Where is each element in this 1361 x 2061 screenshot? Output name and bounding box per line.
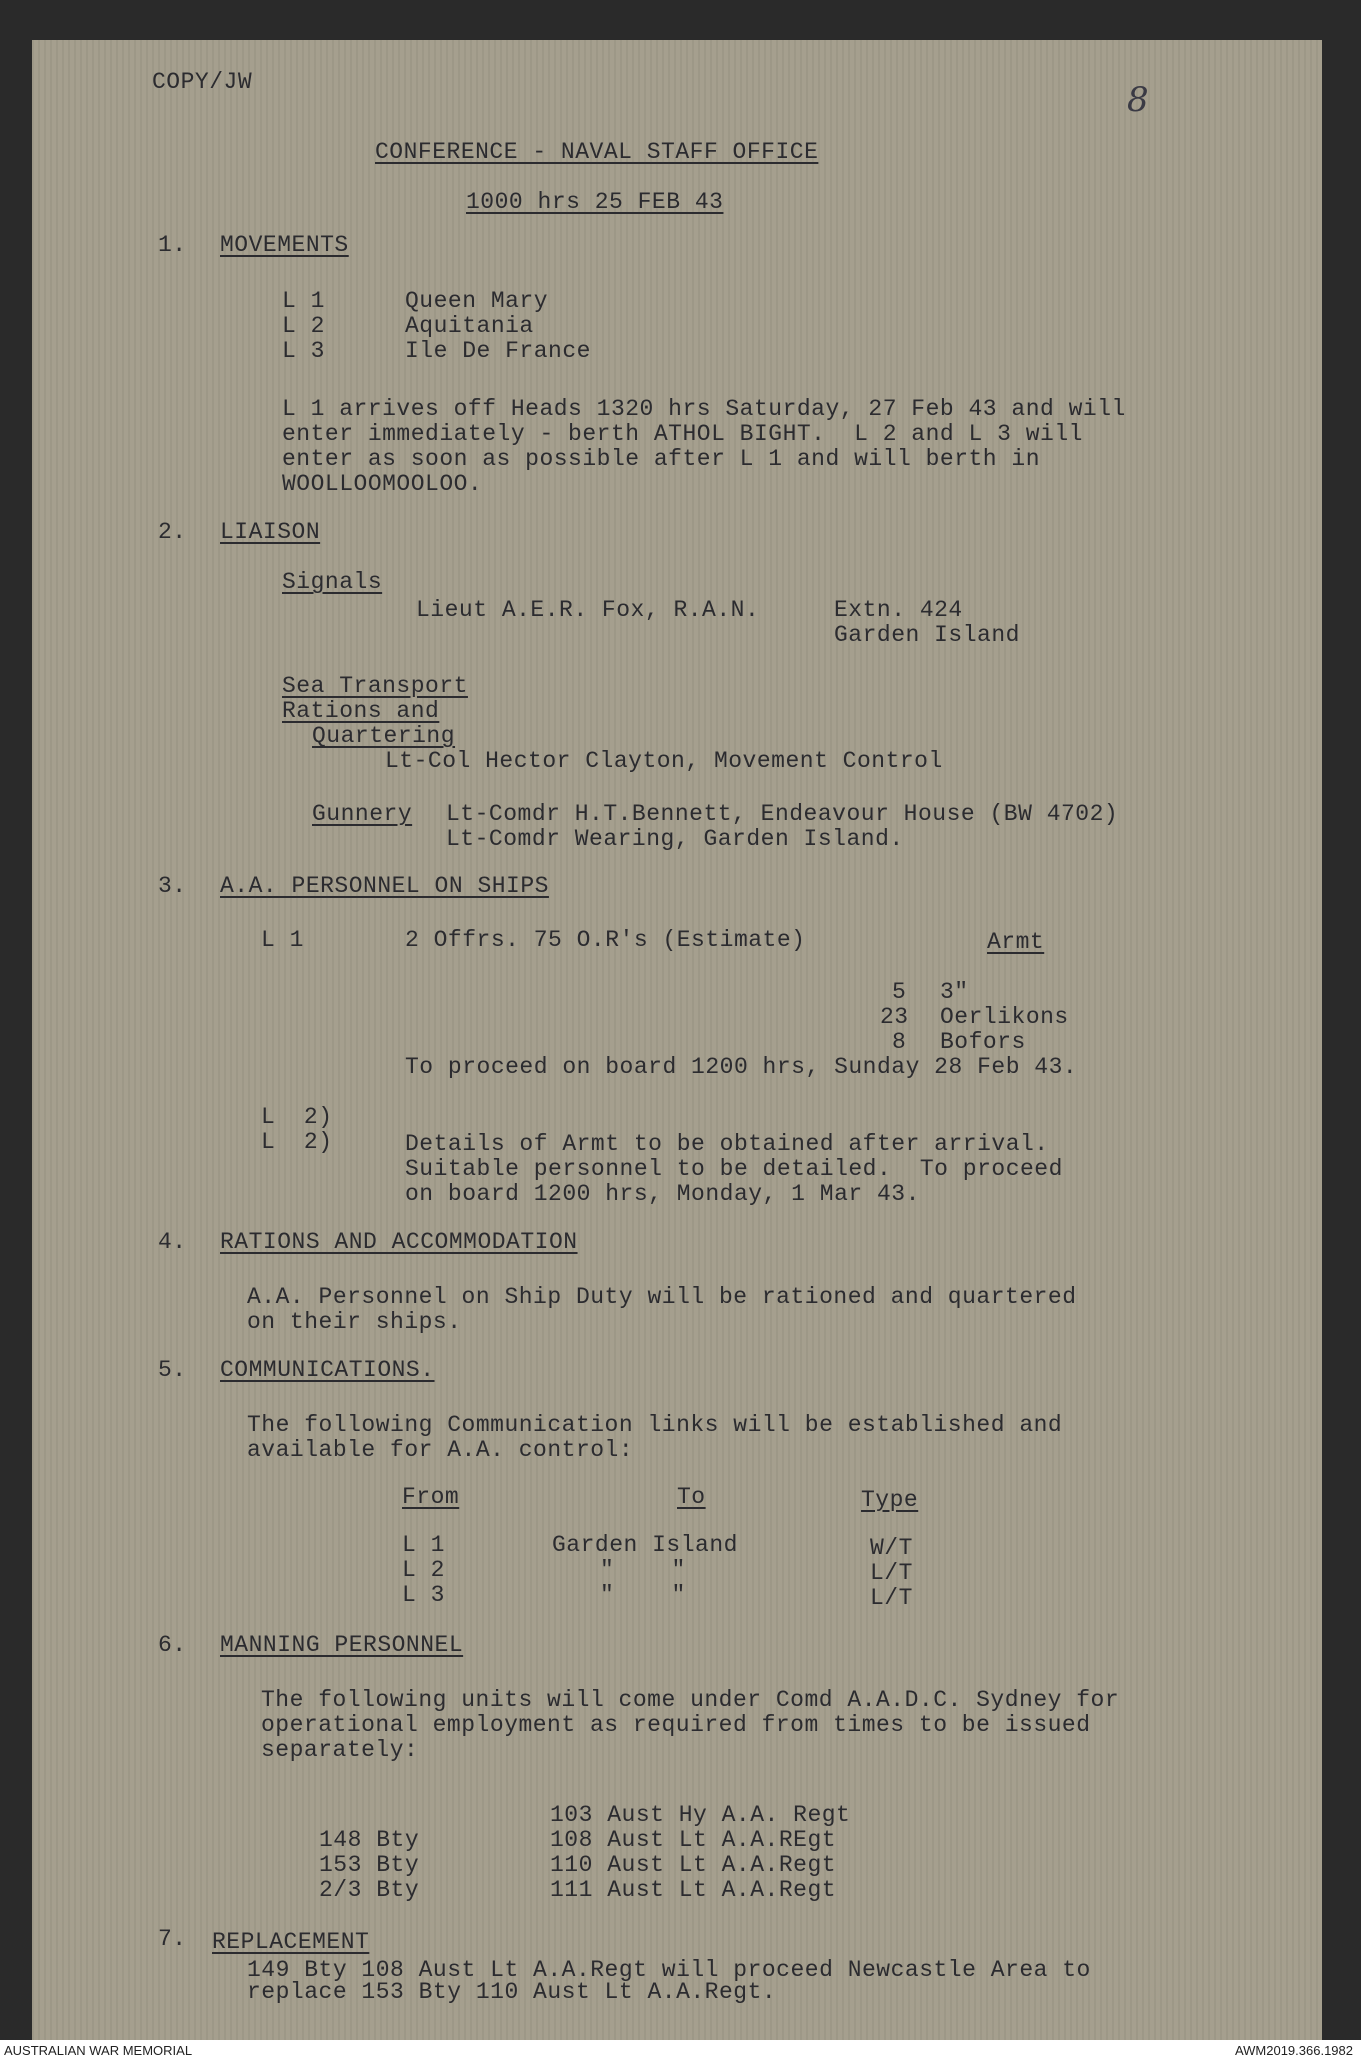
armament-qty: 5 (892, 979, 907, 1005)
ship-id: L 3 (282, 338, 325, 364)
regiment-name: 110 Aust Lt A.A.Regt (550, 1852, 837, 1878)
quartering-label: Quartering (312, 723, 456, 749)
ship-id: L 1 (282, 288, 325, 314)
page-number: 8 (1127, 80, 1149, 120)
copy-mark: COPY/JW (152, 69, 253, 95)
link-type: L/T (870, 1585, 913, 1611)
sea-transport-label: Sea Transport (282, 673, 468, 699)
paragraph-line: enter as soon as possible after L 1 and will berth in (282, 446, 1041, 472)
ship-id: L 2) (261, 1129, 333, 1155)
link-from: L 1 (402, 1532, 445, 1558)
paragraph-line: 149 Bty 108 Aust Lt A.A.Regt will proceed Newcastle Area to (247, 1957, 1091, 1983)
section-3-heading: A.A. PERSONNEL ON SHIPS (220, 873, 549, 899)
armament-item: Bofors (940, 1029, 1026, 1055)
armament-label: Armt (987, 929, 1045, 955)
column-header-to: To (677, 1484, 706, 1510)
paragraph-line: A.A. Personnel on Ship Duty will be rationed and quartered (247, 1284, 1077, 1310)
document-title: CONFERENCE - NAVAL STAFF OFFICE (375, 139, 819, 165)
section-4-heading: RATIONS AND ACCOMMODATION (220, 1229, 578, 1255)
section-1-heading: MOVEMENTS (220, 232, 349, 258)
gunnery-label: Gunnery (312, 801, 413, 827)
armament-item: 3" (940, 979, 969, 1005)
ship-name: Ile De France (405, 338, 591, 364)
section-7-heading: REPLACEMENT (212, 1929, 370, 1955)
link-to: " " (600, 1582, 686, 1608)
ship-id: L 1 (261, 927, 304, 953)
personnel-estimate: 2 Offrs. 75 O.R's (Estimate) (405, 927, 806, 953)
armament-qty: 23 (880, 1004, 909, 1030)
link-to: " " (600, 1557, 686, 1583)
ship-id: L 2) (261, 1104, 333, 1130)
footer-accession-number: AWM2019.366.1982 (1234, 2043, 1353, 2058)
link-type: L/T (870, 1560, 913, 1586)
paragraph-line: The following units will come under Comd A.A.D.C. Sydney for (261, 1687, 1120, 1713)
paragraph-line: The following Communication links will be established and (247, 1412, 1063, 1438)
movement-control-officer: Lt-Col Hector Clayton, Movement Control (385, 748, 943, 774)
column-header-from: From (402, 1484, 460, 1510)
section-3-number: 3. (158, 873, 187, 899)
link-to: Garden Island (552, 1532, 738, 1558)
rations-label: Rations and (282, 698, 440, 724)
paragraph-line: Suitable personnel to be detailed. To proceed (405, 1156, 1063, 1182)
section-1-number: 1. (158, 232, 187, 258)
ship-name: Queen Mary (405, 288, 549, 314)
link-from: L 2 (402, 1557, 445, 1583)
paragraph-line: Details of Armt to be obtained after arrival. (405, 1131, 1049, 1157)
section-4-number: 4. (158, 1229, 187, 1255)
paragraph-line: replace 153 Bty 110 Aust Lt A.A.Regt. (247, 1979, 777, 2005)
section-7-number: 7. (158, 1926, 187, 1952)
signals-label: Signals (282, 569, 383, 595)
paragraph-line: L 1 arrives off Heads 1320 hrs Saturday, 27 Feb 43 and will (282, 396, 1126, 422)
gunnery-officer: Lt-Comdr H.T.Bennett, Endeavour House (BW 4702) (446, 801, 1119, 827)
battery-name: 148 Bty (319, 1827, 420, 1853)
paragraph-line: on their ships. (247, 1309, 462, 1335)
column-header-type: Type (861, 1487, 919, 1513)
armament-qty: 8 (892, 1029, 907, 1055)
regiment-name: 111 Aust Lt A.A.Regt (550, 1877, 837, 1903)
paragraph-line: separately: (261, 1737, 419, 1763)
signals-location: Garden Island (834, 622, 1020, 648)
section-2-heading: LIAISON (220, 519, 321, 545)
gunnery-officer: Lt-Comdr Wearing, Garden Island. (446, 826, 904, 852)
section-6-heading: MANNING PERSONNEL (220, 1632, 464, 1658)
paragraph-line: WOOLLOOMOOLOO. (282, 471, 483, 497)
regiment-name: 108 Aust Lt A.A.REgt (550, 1827, 837, 1853)
battery-name: 153 Bty (319, 1852, 420, 1878)
paragraph-line: enter immediately - berth ATHOL BIGHT. L 2 and L 3 will (282, 421, 1083, 447)
battery-name: 2/3 Bty (319, 1877, 420, 1903)
paragraph-line: on board 1200 hrs, Monday, 1 Mar 43. (405, 1181, 920, 1207)
document-page (32, 40, 1322, 2040)
document-datetime: 1000 hrs 25 FEB 43 (466, 189, 724, 215)
section-6-number: 6. (158, 1632, 187, 1658)
paragraph-line: operational employment as required from times to be issued (261, 1712, 1091, 1738)
section-2-number: 2. (158, 519, 187, 545)
regiment-name: 103 Aust Hy A.A. Regt (550, 1802, 851, 1828)
paragraph-line: available for A.A. control: (247, 1437, 634, 1463)
archive-footer (0, 2040, 1361, 2061)
ship-id: L 2 (282, 313, 325, 339)
armament-item: Oerlikons (940, 1004, 1069, 1030)
proceed-instruction: To proceed on board 1200 hrs, Sunday 28 Feb 43. (405, 1054, 1078, 1080)
link-from: L 3 (402, 1582, 445, 1608)
section-5-heading: COMMUNICATIONS. (220, 1357, 435, 1383)
link-type: W/T (870, 1535, 913, 1561)
ship-name: Aquitania (405, 313, 534, 339)
signals-officer: Lieut A.E.R. Fox, R.A.N. (416, 597, 760, 623)
section-5-number: 5. (158, 1357, 187, 1383)
signals-extension: Extn. 424 (834, 597, 963, 623)
footer-institution: AUSTRALIAN WAR MEMORIAL (4, 2043, 193, 2058)
